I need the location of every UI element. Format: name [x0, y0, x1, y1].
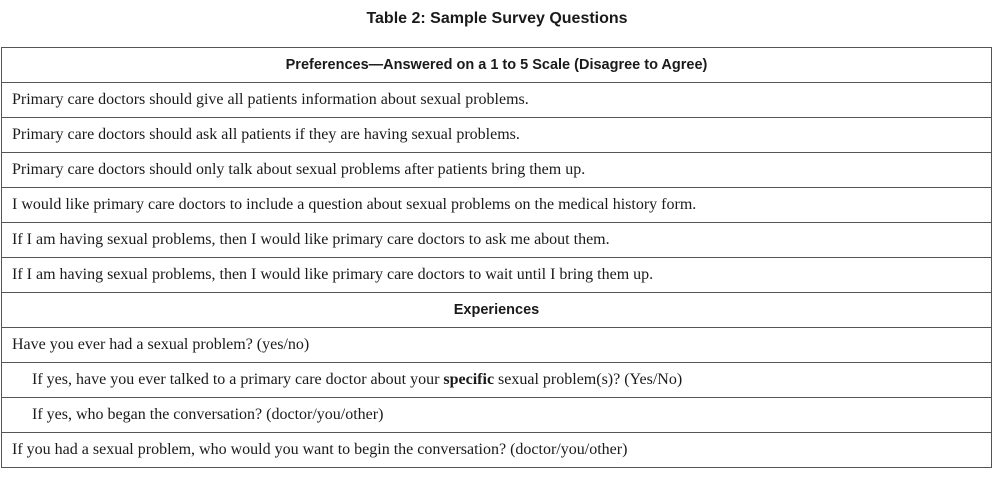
question-text-before: If yes, have you ever talked to a primary care doctor about your	[32, 371, 444, 388]
preferences-heading-row	[2, 48, 992, 83]
experience-subquestion: If yes, who began the conversation? (doctor/you/other)	[2, 398, 992, 433]
table-row	[2, 258, 992, 293]
experiences-heading: Experiences	[2, 293, 992, 328]
table-row	[2, 398, 992, 433]
preferences-heading: Preferences—Answered on a 1 to 5 Scale (Disagree to Agree)	[2, 48, 992, 83]
preference-question: Primary care doctors should ask all patients if they are having sexual problems.	[2, 118, 992, 153]
preference-question: Primary care doctors should give all patients information about sexual problems.	[2, 83, 992, 118]
emphasized-word: specific	[443, 371, 495, 388]
survey-questions-table	[1, 47, 992, 468]
table-row	[2, 433, 992, 468]
preference-question: If I am having sexual problems, then I would like primary care doctors to wait until I bring them up.	[2, 258, 992, 293]
preference-question: I would like primary care doctors to include a question about sexual problems on the medical history form.	[2, 188, 992, 223]
table-row	[2, 223, 992, 258]
experience-question: If you had a sexual problem, who would you want to begin the conversation? (doctor/you/other)	[2, 433, 992, 468]
table-row	[2, 363, 992, 398]
table-row	[2, 188, 992, 223]
table-row	[2, 153, 992, 188]
experience-subquestion	[2, 363, 992, 398]
preference-question: Primary care doctors should only talk about sexual problems after patients bring them up.	[2, 153, 992, 188]
question-text-after: sexual problem(s)? (Yes/No)	[494, 371, 683, 388]
experience-question: Have you ever had a sexual problem? (yes/no)	[2, 328, 992, 363]
table-row	[2, 83, 992, 118]
preference-question: If I am having sexual problems, then I would like primary care doctors to ask me about them.	[2, 223, 992, 258]
table-row	[2, 328, 992, 363]
experiences-heading-row	[2, 293, 992, 328]
table-title: Table 2: Sample Survey Questions	[366, 10, 628, 27]
table-row	[2, 118, 992, 153]
